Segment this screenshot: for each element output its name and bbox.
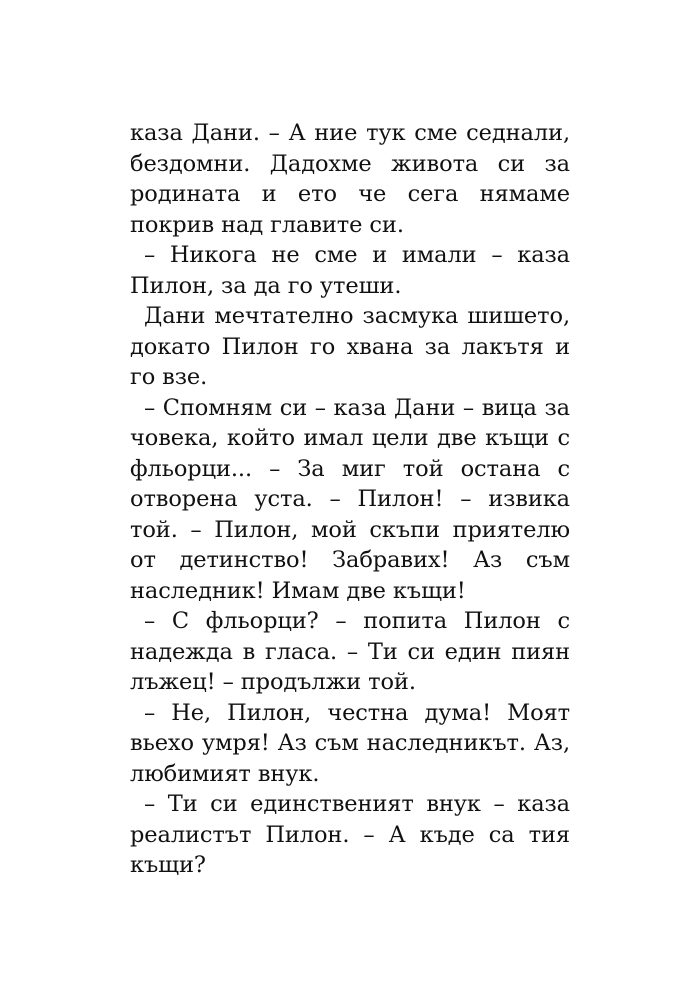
paragraph-3: Дани мечтателно засмука шишето, докато Пилон го хвана за лакътя и го взе.: [130, 303, 570, 390]
book-page-text: [130, 118, 570, 881]
paragraph-4: – Спомням си – каза Дани – вица за човека, който имал цели две къщи с фльорци... – За миг той остана с отворена уста. – Пилон! – извика той. – Пилон, мой скъпи приятелю от детинство! Забравих! Аз съм наследник! Имам две къщи!: [130, 394, 570, 604]
paragraph-7: – Ти си единственият внук – каза реалистът Пилон. – А къде са тия къщи?: [130, 791, 570, 878]
paragraph-2: – Никога не сме и имали – каза Пилон, за да го утеши.: [130, 242, 570, 299]
paragraph-1: каза Дани. – А ние тук сме седнали, бездомни. Дадохме живота си за родината и ето че сега нямаме покрив над главите си.: [130, 120, 570, 238]
paragraph-5: – С фльорци? – попита Пилон с надежда в гласа. – Ти си един пиян лъжец! – продължи той.: [130, 608, 570, 695]
paragraph-6: – Не, Пилон, честна дума! Моят вьехо умря! Аз съм наследникът. Аз, любимият внук.: [130, 699, 570, 787]
